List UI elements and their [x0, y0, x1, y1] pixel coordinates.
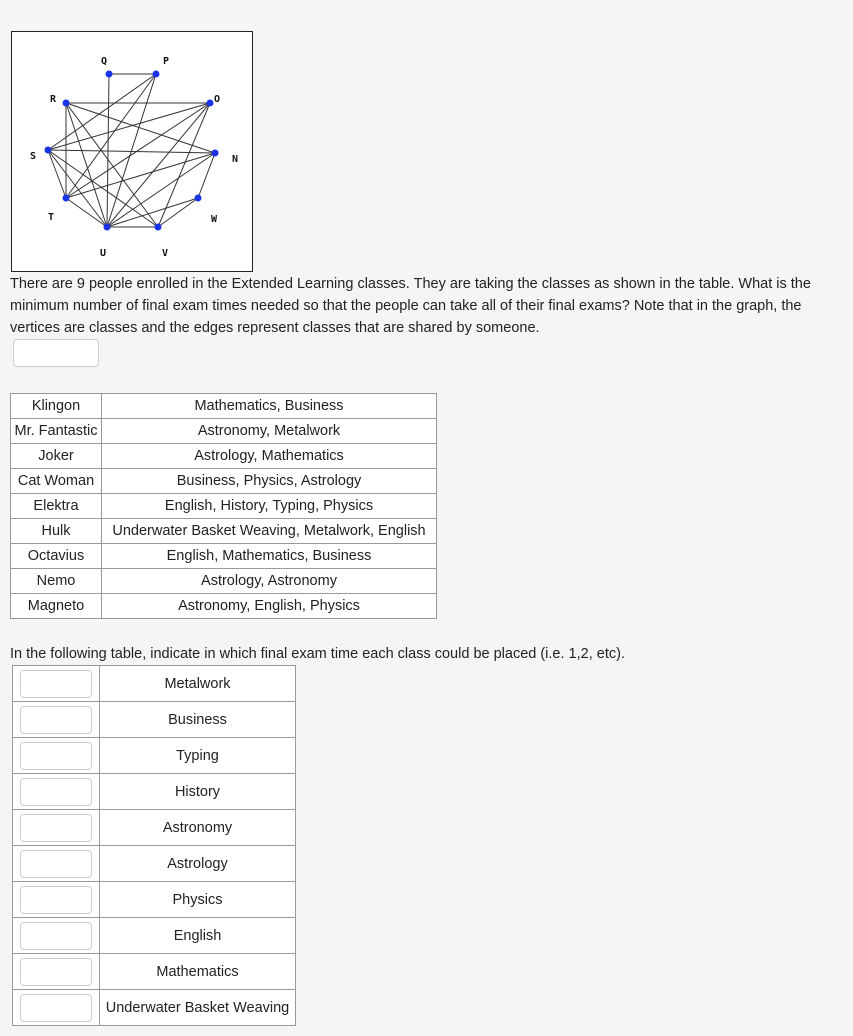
exam-time-table — [12, 665, 296, 1026]
graph-edge-T-U — [66, 198, 107, 227]
exam-class-name: History — [100, 774, 296, 810]
enrollment-row — [11, 494, 437, 519]
person-name: Nemo — [11, 569, 102, 594]
exam-time-cell — [13, 882, 100, 918]
vertex-label-V: V — [162, 248, 169, 259]
graph-vertex-N — [212, 150, 219, 157]
exam-class-name: Astrology — [100, 846, 296, 882]
enrollment-row — [11, 594, 437, 619]
exam-row — [13, 774, 296, 810]
graph-edge-N-U — [107, 153, 215, 227]
person-classes: Astrology, Astronomy — [102, 569, 437, 594]
exam-row — [13, 990, 296, 1026]
enrollment-row — [11, 394, 437, 419]
exam-class-name: English — [100, 918, 296, 954]
enrollment-table — [10, 393, 437, 619]
enrollment-row — [11, 419, 437, 444]
graph-canvas — [12, 32, 252, 271]
graph-edge-P-U — [107, 74, 156, 227]
vertex-label-U: U — [100, 248, 107, 259]
exam-class-name: Typing — [100, 738, 296, 774]
person-name: Cat Woman — [11, 469, 102, 494]
exam-time-cell — [13, 990, 100, 1026]
exam-time-cell — [13, 918, 100, 954]
enrollment-row — [11, 544, 437, 569]
exam-time-input[interactable] — [20, 994, 92, 1022]
exam-time-cell — [13, 702, 100, 738]
exam-time-input[interactable] — [20, 814, 92, 842]
graph-vertex-Q — [106, 71, 113, 78]
answer-input[interactable] — [13, 339, 99, 367]
exam-time-input[interactable] — [20, 742, 92, 770]
vertex-label-P: P — [163, 56, 170, 67]
person-classes: Astrology, Mathematics — [102, 444, 437, 469]
graph-edge-S-T — [48, 150, 66, 198]
vertex-label-T: T — [48, 212, 55, 223]
exam-time-input[interactable] — [20, 706, 92, 734]
person-name: Hulk — [11, 519, 102, 544]
exam-time-cell — [13, 666, 100, 702]
exam-time-input[interactable] — [20, 922, 92, 950]
graph-vertex-S — [45, 147, 52, 154]
graph-vertex-V — [155, 224, 162, 231]
person-name: Joker — [11, 444, 102, 469]
exam-time-cell — [13, 846, 100, 882]
exam-time-cell — [13, 774, 100, 810]
graph-edge-R-U — [66, 103, 107, 227]
vertex-label-R: R — [50, 94, 57, 105]
vertex-label-O: O — [214, 94, 221, 105]
instruction-text: In the following table, indicate in which final exam time each class could be placed (i.e. 1,2, etc). — [10, 646, 625, 662]
vertex-label-Q: Q — [101, 56, 108, 67]
graph-edge-P-T — [66, 74, 156, 198]
graph-vertex-R — [63, 100, 70, 107]
person-name: Magneto — [11, 594, 102, 619]
person-classes: Mathematics, Business — [102, 394, 437, 419]
enrollment-row — [11, 444, 437, 469]
person-classes: English, Mathematics, Business — [102, 544, 437, 569]
exam-row — [13, 882, 296, 918]
exam-row — [13, 918, 296, 954]
exam-class-name: Metalwork — [100, 666, 296, 702]
exam-row — [13, 846, 296, 882]
exam-time-cell — [13, 738, 100, 774]
exam-class-name: Business — [100, 702, 296, 738]
person-name: Mr. Fantastic — [11, 419, 102, 444]
person-classes: Astronomy, English, Physics — [102, 594, 437, 619]
person-classes: Astronomy, Metalwork — [102, 419, 437, 444]
person-classes: Underwater Basket Weaving, Metalwork, English — [102, 519, 437, 544]
exam-class-name: Underwater Basket Weaving — [100, 990, 296, 1026]
person-name: Octavius — [11, 544, 102, 569]
class-graph — [11, 31, 253, 272]
graph-vertex-U — [104, 224, 111, 231]
graph-vertex-O — [207, 100, 214, 107]
vertex-label-N: N — [232, 154, 239, 165]
exam-row — [13, 738, 296, 774]
person-classes: Business, Physics, Astrology — [102, 469, 437, 494]
exam-time-input[interactable] — [20, 850, 92, 878]
exam-class-name: Physics — [100, 882, 296, 918]
graph-vertex-P — [153, 71, 160, 78]
exam-row — [13, 702, 296, 738]
graph-edge-N-W — [198, 153, 215, 198]
exam-time-cell — [13, 810, 100, 846]
exam-class-name: Mathematics — [100, 954, 296, 990]
vertex-label-W: W — [211, 214, 218, 225]
person-name: Klingon — [11, 394, 102, 419]
exam-row — [13, 954, 296, 990]
graph-vertex-T — [63, 195, 70, 202]
exam-class-name: Astronomy — [100, 810, 296, 846]
enrollment-row — [11, 469, 437, 494]
enrollment-row — [11, 519, 437, 544]
exam-time-input[interactable] — [20, 958, 92, 986]
vertex-label-S: S — [30, 151, 37, 162]
question-text: There are 9 people enrolled in the Extended Learning classes. They are taking the classes as shown in the table. What is the minimum number of final exam times needed so that the people can take all of their final exams? Note that in the graph, the vertices are classes and the edges represent classes that are shared by someone. — [10, 276, 811, 336]
graph-vertex-W — [195, 195, 202, 202]
exam-row — [13, 666, 296, 702]
exam-time-input[interactable] — [20, 886, 92, 914]
graph-edge-N-T — [66, 153, 215, 198]
exam-time-input[interactable] — [20, 778, 92, 806]
enrollment-row — [11, 569, 437, 594]
exam-row — [13, 810, 296, 846]
graph-edge-Q-U — [107, 74, 109, 227]
exam-time-cell — [13, 954, 100, 990]
exam-time-input[interactable] — [20, 670, 92, 698]
graph-edge-P-S — [48, 74, 156, 150]
person-classes: English, History, Typing, Physics — [102, 494, 437, 519]
person-name: Elektra — [11, 494, 102, 519]
